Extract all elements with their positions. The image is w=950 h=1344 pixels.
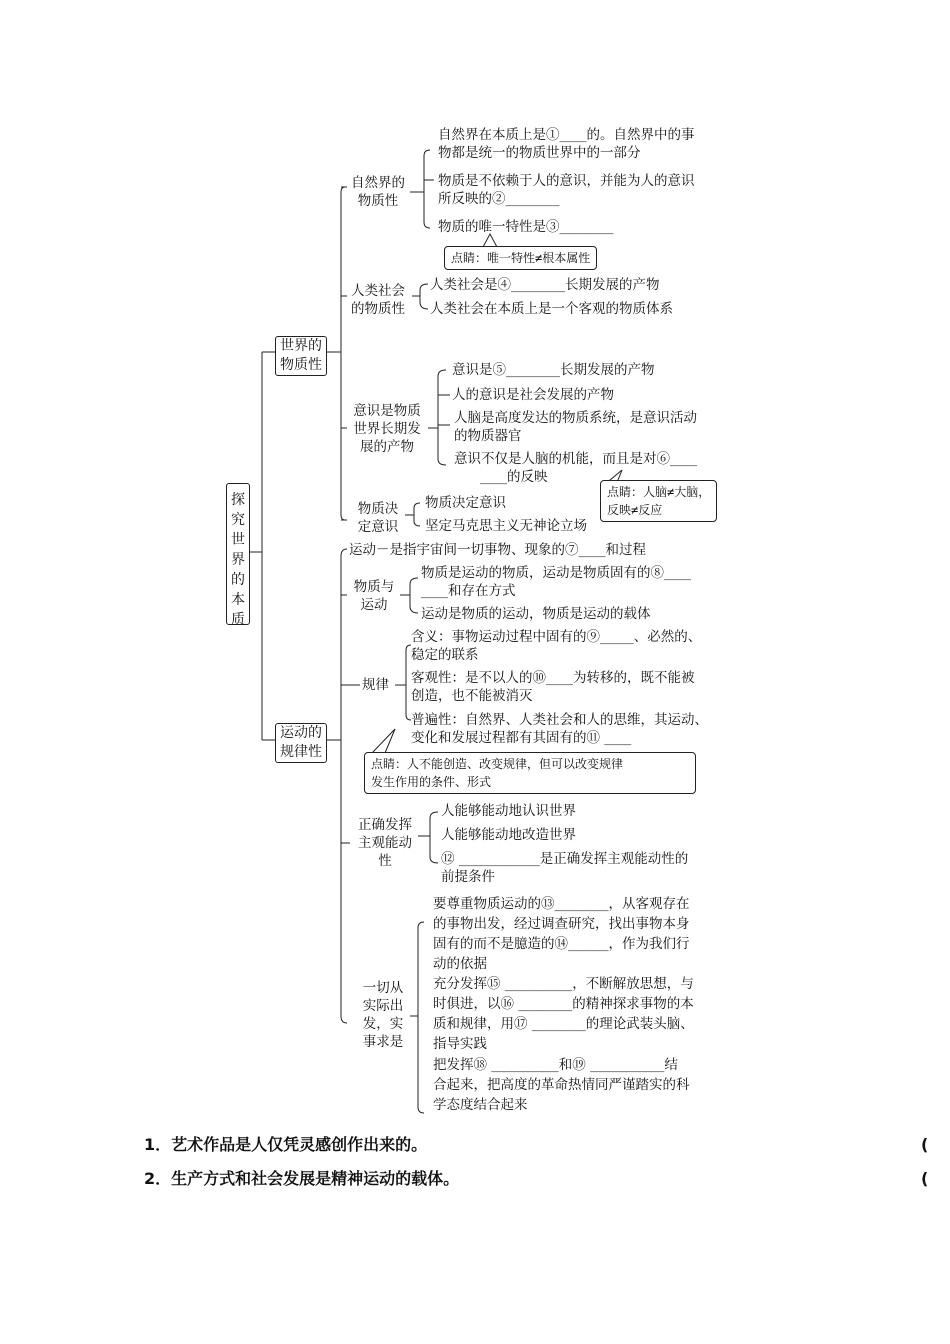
facts-item-2: 充分发挥⑮ __________，不断解放思想，与 时俱进，以⑯ ________的精神探求事物的本 质和规律，用⑰ ________的理论武装头脑、 指导实践 bbox=[433, 976, 694, 1052]
branch-motion-law bbox=[275, 723, 327, 763]
branch-world-label: 世界的物质性 bbox=[280, 338, 322, 373]
consciousness-item-2: 人的意识是社会发展的产物 bbox=[452, 387, 614, 403]
nature-item-2: 物质是不依赖于人的意识，并能为人的意识 所反映的②________ bbox=[438, 173, 695, 207]
law-meaning: 含义：事物运动过程中固有的⑨_____、必然的、 稳定的联系 bbox=[411, 629, 702, 663]
initiative-item-2: 人能够能动地改造世界 bbox=[441, 827, 576, 843]
initiative-label: 正确发挥 主观能动 性 bbox=[358, 817, 412, 869]
question-2: 2．生产方式和社会发展是精神运动的载体。 bbox=[144, 1169, 460, 1188]
law-objectivity: 客观性：是不以人的⑩____为转移的，既不能被 创造，也不能被消灭 bbox=[411, 670, 695, 704]
nature-label: 自然界的 物质性 bbox=[351, 175, 405, 209]
facts-item-1: 要尊重物质运动的⑬________，从客观存在 的事物出发，经过调查研究，找出事物本身 固有的而不是臆造的⑭______，作为我们行 动的依据 bbox=[433, 896, 690, 972]
consciousness-label: 意识是物质 世界长期发 展的产物 bbox=[353, 403, 421, 455]
nature-item-3: 物质的唯一特性是③________ bbox=[438, 219, 614, 235]
decides-label: 物质决 定意识 bbox=[357, 501, 399, 535]
motion-definition: 运动－是指宇宙间一切事物、现象的⑦____和过程 bbox=[349, 542, 646, 558]
branch-world-materiality bbox=[275, 336, 327, 376]
question-2-answer-paren[interactable]: ( bbox=[921, 1169, 929, 1188]
nature-item-1: 自然界在本质上是①____的。自然界中的事 物都是统一的物质世界中的一部分 bbox=[438, 127, 695, 161]
law-label: 规律 bbox=[362, 677, 389, 693]
question-1-answer-paren[interactable]: ( bbox=[921, 1135, 929, 1154]
root-topic: 探究世界的本质 bbox=[226, 483, 250, 625]
branch-motion-label: 运动的规律性 bbox=[280, 725, 322, 760]
decides-item-1: 物质决定意识 bbox=[425, 495, 506, 511]
note-unique-property: 点睛：唯一特性≠根本属性 bbox=[444, 246, 597, 270]
consciousness-item-3: 人脑是高度发达的物质系统，是意识活动 的物质器官 bbox=[454, 410, 697, 444]
matter-motion-item-2: 运动是物质的运动，物质是运动的载体 bbox=[421, 606, 651, 622]
note-brain-reflection: 点睛：人脑≠大脑， 反映≠反应 bbox=[600, 480, 717, 522]
facts-item-3: 把发挥⑱ __________和⑲ ___________结 合起来，把高度的革命热情同严谨踏实的科 学态度结合起来 bbox=[433, 1057, 690, 1113]
facts-label: 一切从 实际出 发，实 事求是 bbox=[362, 980, 404, 1050]
initiative-item-1: 人能够能动地认识世界 bbox=[441, 803, 576, 819]
consciousness-item-4: 意识不仅是人脑的机能，而且是对⑥____ ____的反映 bbox=[454, 451, 697, 485]
initiative-item-3: ⑫ ____________是正确发挥主观能动性的 前提条件 bbox=[441, 851, 689, 885]
law-universality: 普遍性：自然界、人类社会和人的思维，其运动、 变化和发展过程都有其固有的⑪ ____ bbox=[411, 712, 708, 746]
decides-item-2: 坚定马克思主义无神论立场 bbox=[425, 518, 587, 534]
note-law-change: 点睛：人不能创造、改变规律，但可以改变规律 发生作用的条件、形式 bbox=[364, 752, 696, 794]
matter-motion-label: 物质与 运动 bbox=[353, 579, 395, 613]
question-1: 1．艺术作品是人仅凭灵感创作出来的。 bbox=[144, 1135, 428, 1154]
society-label: 人类社会 的物质性 bbox=[351, 283, 405, 317]
society-item-1: 人类社会是④________长期发展的产物 bbox=[430, 277, 660, 293]
consciousness-item-1: 意识是⑤________长期发展的产物 bbox=[452, 362, 655, 378]
society-item-2: 人类社会在本质上是一个客观的物质体系 bbox=[430, 301, 673, 317]
matter-motion-item-1: 物质是运动的物质，运动是物质固有的⑧____ ____和存在方式 bbox=[421, 565, 691, 599]
